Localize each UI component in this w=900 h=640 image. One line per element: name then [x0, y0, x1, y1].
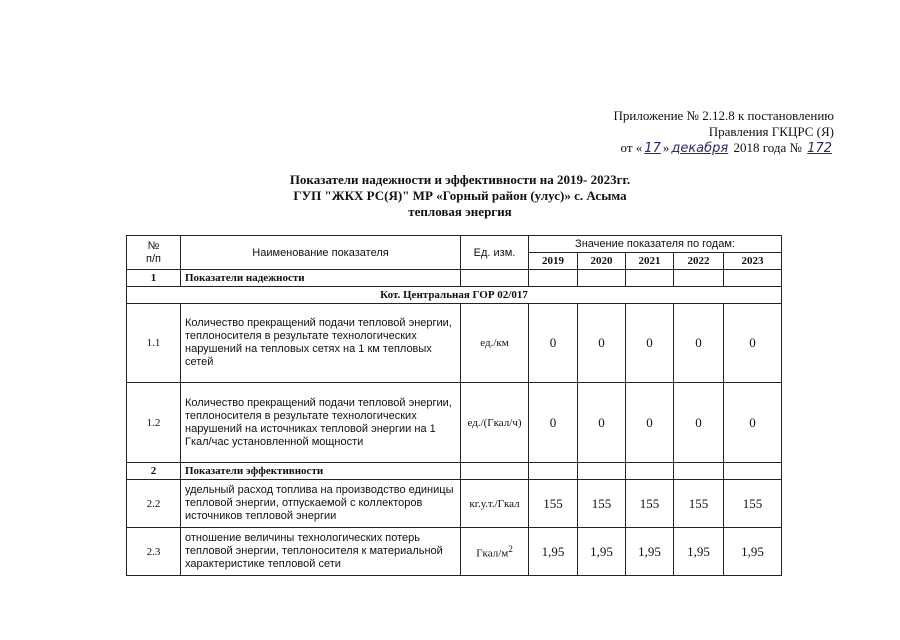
header-num: № п/п [127, 236, 181, 270]
header-unit: Ед. изм. [461, 236, 529, 270]
subsection-row: Кот. Центральная ГОР 02/017 [127, 287, 782, 304]
handwritten-month: декабря [671, 141, 729, 156]
header-values: Значение показателя по годам: [529, 236, 782, 253]
appendix-line: Приложение № 2.12.8 к постановлению [613, 108, 834, 123]
year-2022: 2022 [674, 253, 724, 270]
table-row: 2.3 отношение величины технологических потерь тепловой энергии, теплоносителя к материальной характеристике тепловой сети Гкал/$м^2$ 1,95 1,95 1,95 1,95 1,95 [127, 528, 782, 576]
table-row: 1.1 Количество прекращений подачи тепловой энергии, теплоносителя в результате технологических нарушений на тепловых сетях на 1 км тепловых сетей ед./км 0 0 0 0 0 [127, 304, 782, 383]
document-title [0, 172, 900, 220]
table-row: 1.2 Количество прекращений подачи тепловой энергии, теплоносителя в результате технологических нарушений на источниках тепловой энергии на 1 Гкал/час установленной мощности ед./(Гкал/ч) 0 0 0 0 0 [127, 383, 782, 463]
section-row: 1 Показатели надежности [127, 270, 782, 287]
year-2020: 2020 [578, 253, 626, 270]
year-2019: 2019 [529, 253, 578, 270]
year-2023: 2023 [724, 253, 782, 270]
title-line-1: Показатели надежности и эффективности на 2019- 2023гг. [289, 172, 631, 187]
year-2021: 2021 [626, 253, 674, 270]
handwritten-number: 172 [807, 141, 832, 156]
indicators-table [126, 235, 782, 576]
header-name: Наименование показателя [181, 236, 461, 270]
table-row: 2.2 удельный расход топлива на производство единицы тепловой энергии, отпускаемой с коллекторов источников тепловой энергии кг.у.т./Гкал 155 155 155 155 155 [127, 480, 782, 528]
date-number-line: от « 17 » декабря 2018 года № 172 [620, 140, 832, 156]
authority-line: Правления ГКЦРС (Я) [708, 124, 834, 139]
document-header [614, 108, 834, 157]
title-line-2: ГУП "ЖКХ РС(Я)" МР «Горный район (улус)» с. Асыма [293, 188, 627, 203]
title-line-3: тепловая энергия [408, 204, 512, 219]
section-row: 2 Показатели эффективности [127, 463, 782, 480]
handwritten-day: 17 [644, 141, 661, 156]
